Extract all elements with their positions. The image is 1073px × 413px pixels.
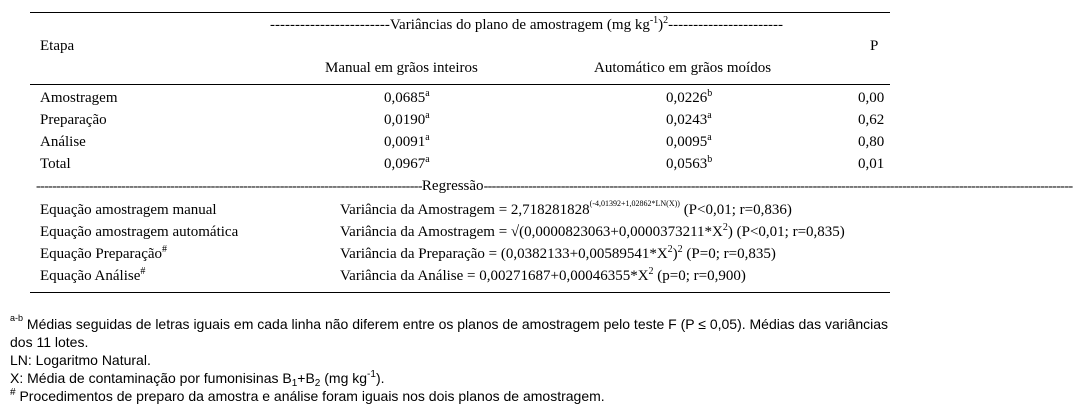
row-etapa: Preparação xyxy=(40,112,107,128)
row-p: 0,80 xyxy=(858,134,885,150)
row-manual: 0,0190$^a$ xyxy=(384,110,430,128)
regression-name: Equação amostragem manual xyxy=(40,202,217,218)
regression-dashes-right: ------------------------------------------------------------------------------------------------------------------------------------------------- xyxy=(483,179,1073,194)
regression-equation: Variância da Análise = $0,00271687+0,00046355*X^2$ (p=0; r=0,900) xyxy=(340,266,746,284)
row-etapa: Total xyxy=(40,156,71,172)
top-rule xyxy=(30,12,890,13)
group-sq: 2 xyxy=(663,15,669,26)
regression-name: Equação Preparação# xyxy=(40,244,168,262)
regression-name: Equação amostragem automática xyxy=(40,224,239,240)
row-p: 0,62 xyxy=(858,112,885,128)
footnote-x: X: Média de contaminação por fumonisinas $B_1+B_2$ (mg $kg^{-1}$). xyxy=(10,369,385,389)
regression-equation: Variância da Amostragem = $√(0,0000823063+0,0000373211*X^2)$ (P<0,01; r=0,835) xyxy=(340,222,845,240)
footnote-hash: # Procedimentos de preparo da amostra e análise foram iguais nos dois planos de amostragem. xyxy=(10,387,605,404)
header-etapa: Etapa xyxy=(40,38,75,54)
header-rule xyxy=(30,84,890,85)
header-auto: Automático em grãos moídos xyxy=(594,60,772,76)
group-unit-sup: -1 xyxy=(649,15,659,26)
row-auto: 0,0095$^a$ xyxy=(666,132,712,150)
row-auto: 0,0243$^a$ xyxy=(666,110,712,128)
footnote-ln: LN: Logaritmo Natural. xyxy=(10,352,151,368)
row-p: 0,00 xyxy=(858,90,885,106)
header-p: P xyxy=(870,38,879,54)
header-manual: Manual em grãos inteiros xyxy=(325,60,478,76)
group-header: ------------------------Variâncias do plano de amostragem (mg $kg^{-1})^2-----------------------$ xyxy=(270,15,784,33)
footnote-letters: $^{a-b}$ Médias seguidas de letras iguais em cada linha não diferem entre os planos de amostragem pelo teste F (P ≤ 0,05). Médias das variâncias xyxy=(10,313,889,332)
regression-header xyxy=(36,178,1073,195)
group-dashes-left: ------------------------ xyxy=(270,17,390,33)
regression-label: Regressão xyxy=(421,178,484,194)
row-manual: 0,0685$^a$ xyxy=(384,88,430,106)
footnote-letters-cont: dos 11 lotes. xyxy=(10,334,89,350)
group-title: Variâncias do plano de amostragem (mg kg xyxy=(389,17,650,33)
row-p: 0,01 xyxy=(858,156,885,172)
row-etapa: Análise xyxy=(40,134,86,150)
group-dashes-right: ----------------------- xyxy=(668,17,784,33)
row-auto: 0,0563$^b$ xyxy=(666,154,713,172)
row-manual: 0,0091$^a$ xyxy=(384,132,430,150)
regression-equation: Variância da Amostragem = $2,718281828^{(-4,01392+1,02862*LN(X))}$ (P<0,01; r=0,836) xyxy=(340,199,792,218)
row-etapa: Amostragem xyxy=(40,90,118,106)
row-auto: 0,0226$^b$ xyxy=(666,88,713,106)
regression-name: Equação Análise# xyxy=(40,266,146,284)
bottom-rule xyxy=(30,292,890,293)
row-manual: 0,0967$^a$ xyxy=(384,154,430,172)
regression-dashes-left: ----------------------------------------------------------------------------------------------- xyxy=(36,179,422,194)
regression-equation: Variância da Preparação = $(0,0382133+0,00589541*X^2)^2$ (P=0; r=0,835) xyxy=(340,244,776,262)
